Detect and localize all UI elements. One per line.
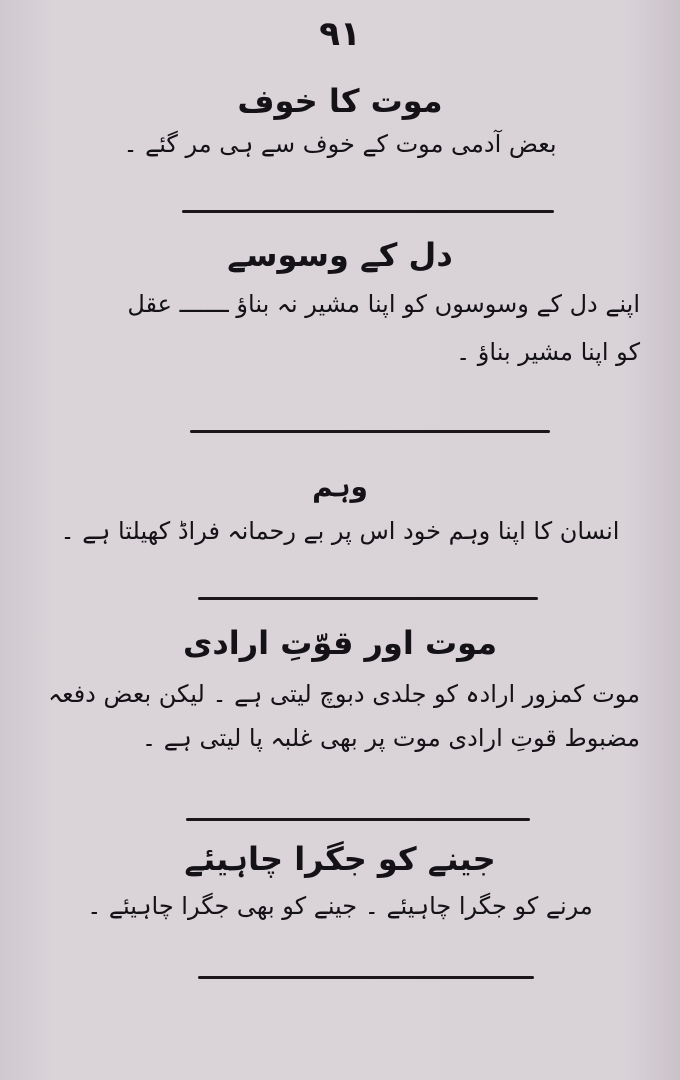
section-heading: موت کا خوف (237, 82, 443, 120)
body-line: مضبوط قوتِ ارادی موت پر بھی غلبہ پا لیتی ہے ۔ (142, 724, 640, 752)
section-illusion (40, 470, 640, 545)
section-courage-to-live (40, 840, 640, 920)
section-death-willpower (40, 624, 640, 752)
section-fear-of-death (40, 82, 640, 158)
section-heart-whispers (40, 236, 640, 366)
section-divider (198, 597, 538, 600)
section-divider (182, 210, 554, 213)
body-line: اپنے دل کے وسوسوں کو اپنا مشیر نہ بناؤ ـــــــ عقل (127, 290, 640, 318)
section-heading: وہم (312, 470, 368, 503)
section-divider (186, 818, 530, 821)
body-line: انسان کا اپنا وہم خود اس پر بے رحمانہ فراڈ کھیلتا ہے ۔ (60, 517, 620, 545)
section-heading: موت اور قوّتِ ارادی (182, 624, 497, 662)
section-divider (190, 430, 550, 433)
page-number: ۹۱ (319, 14, 361, 54)
section-heading: جینے کو جگرا چاہیئے (184, 840, 496, 878)
section-divider (198, 976, 534, 979)
body-line: مرنے کو جگرا چاہیئے ۔ جینے کو بھی جگرا چاہیئے ۔ (87, 892, 593, 920)
body-line: بعض آدمی موت کے خوف سے ہی مر گئے ۔ (123, 130, 557, 158)
body-line: کو اپنا مشیر بناؤ ۔ (456, 338, 640, 366)
section-heading: دل کے وسوسے (227, 236, 453, 274)
body-line: موت کمزور ارادہ کو جلدی دبوچ لیتی ہے ۔ لیکن بعض دفعہ (48, 680, 640, 708)
